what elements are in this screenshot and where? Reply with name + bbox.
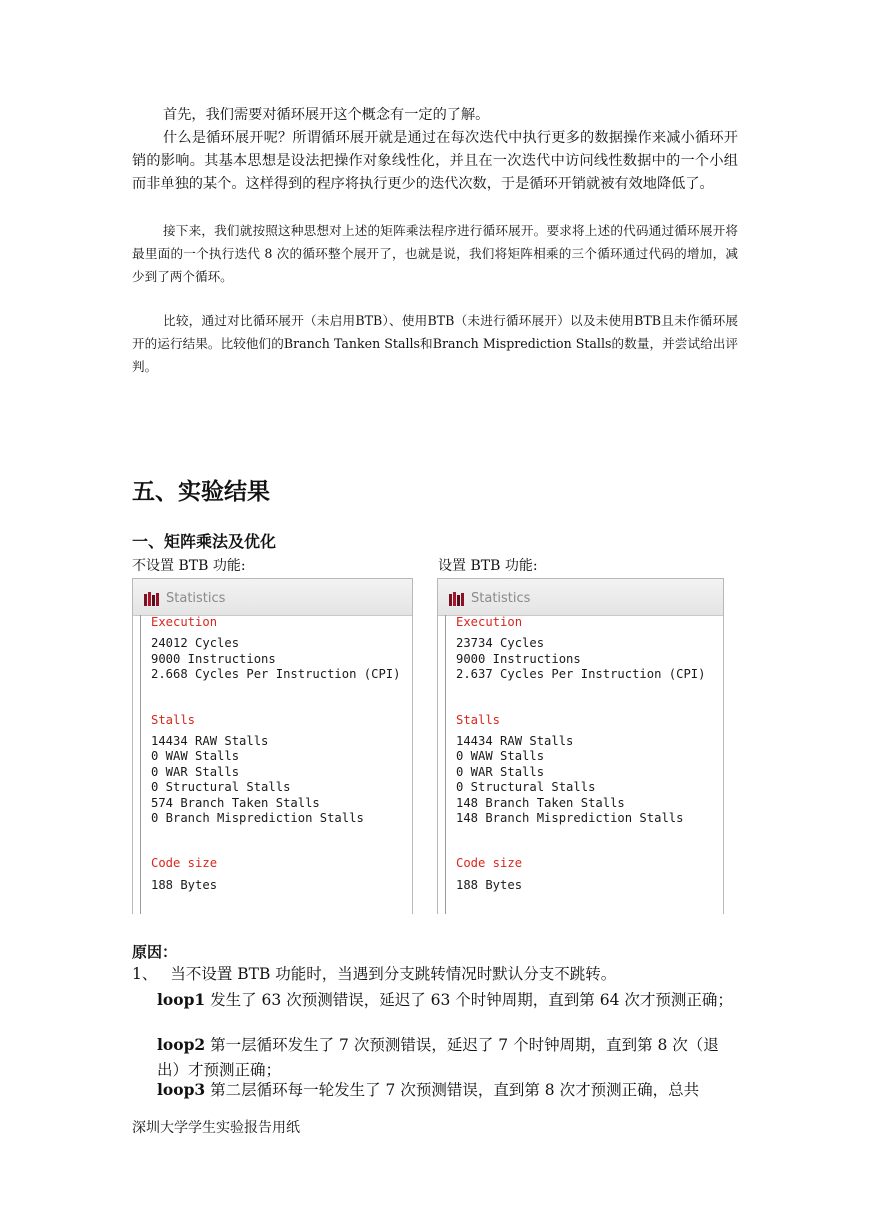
loop1-text: 发生了 63 次预测错误，延迟了 63 个时钟周期，直到第 64 次才预测正确； (205, 991, 733, 1009)
stat-line: 14434 RAW Stalls (151, 734, 269, 749)
stat-line: 2.637 Cycles Per Instruction (CPI) (456, 667, 706, 682)
stat-line: 9000 Instructions (456, 651, 581, 666)
intro-paragraph-1: 首先，我们需要对循环展开这个概念有一定的了解。 (163, 107, 490, 123)
window-titlebar[interactable] (438, 579, 723, 616)
window-title: Statistics (471, 591, 531, 606)
window-titlebar[interactable] (133, 579, 412, 616)
loop1-label: loop1 (157, 990, 206, 1009)
left-caption: 不设置 BTB 功能: (132, 558, 246, 574)
statistics-window-btb (437, 578, 724, 914)
loop2-note (157, 1032, 739, 1083)
intro-paragraph-2: 什么是循环展开呢？所谓循环展开就是通过在每次迭代中执行更多的数据操作来减小循环开销的影响。其基本思想是设法把操作对象线性化，并且在一次迭代中访问线性数据中的一个小组而非单独的某个。这样得到的程序将执行更少的迭代次数，于是循环开销就被有效地降低了。 (132, 130, 738, 192)
stat-line: 0 Structural Stalls (151, 780, 291, 795)
execution-heading: Execution (456, 615, 523, 629)
stat-line: 23734 Cycles (456, 636, 545, 651)
stat-line: 0 Structural Stalls (456, 780, 596, 795)
loop3-text: 第二层循环每一轮发生了 7 次预测错误，直到第 8 次才预测正确，总共 (205, 1081, 700, 1099)
stat-line: 2.668 Cycles Per Instruction (CPI) (151, 667, 401, 682)
statistics-content (140, 615, 412, 914)
statistics-icon (144, 591, 159, 606)
stat-line: 188 Bytes (151, 877, 218, 892)
stat-line: 574 Branch Taken Stalls (151, 795, 320, 810)
reason-item-number: 1、 (132, 965, 158, 983)
stat-line: 0 WAW Stalls (456, 749, 545, 764)
statistics-content (445, 615, 723, 914)
code-size-heading: Code size (456, 856, 523, 871)
stat-line: 0 WAW Stalls (151, 749, 240, 764)
stat-line: 148 Branch Taken Stalls (456, 795, 625, 810)
right-caption: 设置 BTB 功能: (438, 558, 538, 574)
loop2-label: loop2 (157, 1035, 206, 1054)
loop3-label: loop3 (157, 1080, 206, 1099)
reason-label: 原因： (132, 943, 178, 961)
stalls-heading: Stalls (151, 712, 196, 727)
stat-line: 24012 Cycles (151, 636, 240, 651)
statistics-icon (449, 591, 464, 606)
execution-heading: Execution (151, 615, 218, 629)
stalls-heading: Stalls (456, 712, 501, 727)
stat-line: 0 WAR Stalls (151, 764, 240, 779)
stat-line: 9000 Instructions (151, 651, 276, 666)
stat-line: 0 WAR Stalls (456, 764, 545, 779)
intro-paragraph-3: 接下来，我们就按照这种思想对上述的矩阵乘法程序进行循环展开。要求将上述的代码通过循环展开将最里面的一个执行迭代 8 次的循环整个展开了，也就是说，我们将矩阵相乘的三个循环通过代码的增加，减少到了两个循环。 (132, 223, 738, 284)
loop3-note (157, 1077, 739, 1103)
statistics-window-no-btb (132, 578, 413, 914)
reason-item-text: 当不设置 BTB 功能时，当遇到分支跳转情况时默认分支不跳转。 (170, 965, 617, 983)
reason-item-1 (132, 962, 742, 987)
stat-line: 188 Bytes (456, 877, 523, 892)
window-title: Statistics (166, 591, 226, 606)
stat-line: 0 Branch Misprediction Stalls (151, 811, 364, 826)
stat-line: 148 Branch Misprediction Stalls (456, 811, 684, 826)
code-size-heading: Code size (151, 856, 218, 871)
section-title: 五、实验结果 (132, 479, 270, 505)
stat-line: 14434 RAW Stalls (456, 734, 574, 749)
loop1-note (157, 987, 739, 1013)
subsection-title: 一、矩阵乘法及优化 (132, 532, 277, 551)
page-footer: 深圳大学学生实验报告用纸 (132, 1120, 300, 1136)
loop2-text: 第一层循环发生了 7 次预测错误，延迟了 7 个时钟周期，直到第 8 次（退出）才预测正确； (157, 1036, 719, 1079)
intro-paragraph-4: 比较，通过对比循环展开（未启用BTB）、使用BTB（未进行循环展开）以及未使用BTB且未作循环展开的运行结果。比较他们的Branch Tanken Stalls和Branch Misprediction Stalls的数量，并尝试给出评判。 (132, 313, 738, 374)
